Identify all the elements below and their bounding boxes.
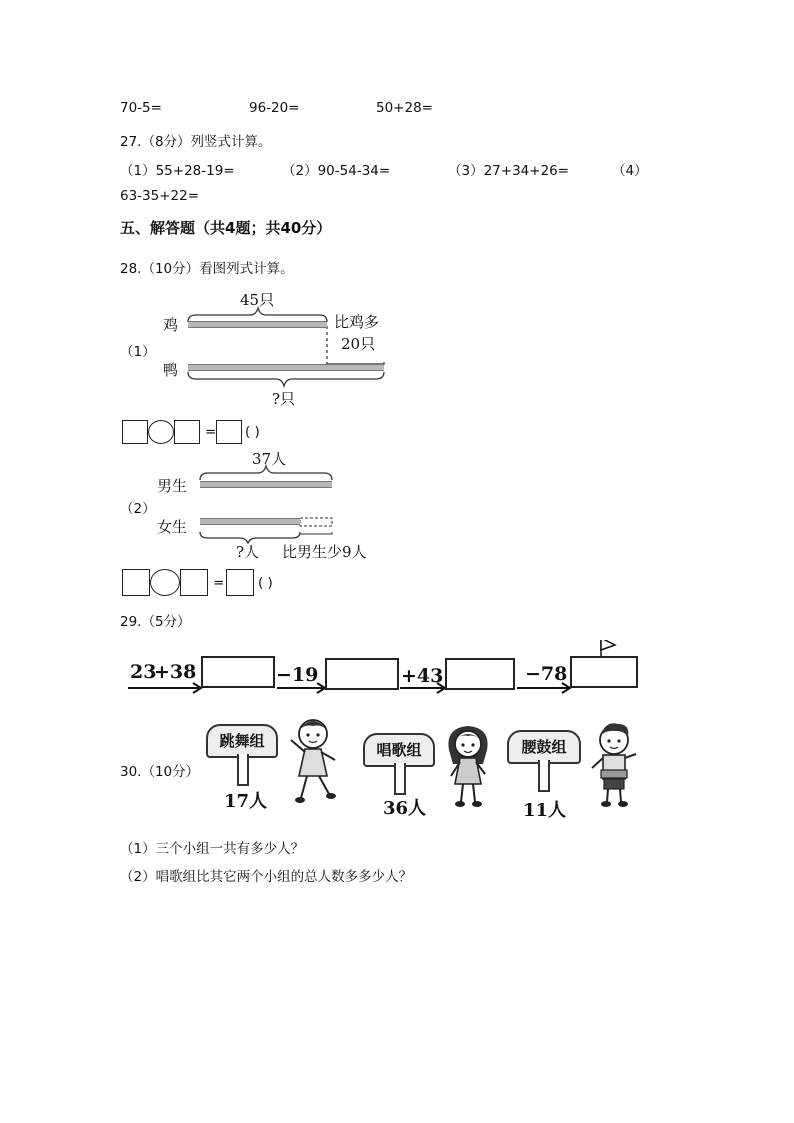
row-label: 女生: [157, 518, 188, 536]
chicken-bar: [188, 321, 327, 328]
total-label: 37人: [252, 450, 287, 468]
operation-label: +38: [154, 661, 197, 683]
answer-box[interactable]: [122, 569, 150, 596]
group-count: 17人: [224, 791, 268, 812]
row-label: 鸭: [163, 361, 179, 379]
q30-title: 30.（10分）: [120, 764, 200, 780]
answer-box[interactable]: [226, 569, 254, 596]
sign-post: [394, 763, 406, 795]
total-label: 45只: [240, 291, 275, 309]
answer-box[interactable]: [570, 656, 638, 688]
sign-post: [538, 760, 550, 792]
dancing-girl-icon: [287, 714, 339, 806]
boys-bar: [200, 481, 332, 488]
calc-item: 96-20=: [249, 100, 300, 116]
girls-bar: [200, 518, 300, 525]
bracket-lines: [196, 464, 341, 544]
calc-item: 70-5=: [120, 100, 162, 116]
q30-subquestion: （1）三个小组一共有多少人？: [120, 841, 305, 857]
group-sign: 跳舞组: [206, 724, 278, 758]
answer-box[interactable]: [216, 420, 242, 444]
unknown-label: ?人: [236, 543, 260, 561]
operation-label: −19: [276, 664, 319, 686]
diff-label: 20只: [341, 335, 376, 353]
q27-item-wrap: 63-35+22=: [120, 188, 200, 204]
duck-bar: [188, 364, 384, 371]
operation-label: +43: [401, 665, 444, 687]
equals-sign: =: [213, 575, 225, 591]
answer-box[interactable]: [174, 420, 200, 444]
calc-item: 50+28=: [376, 100, 433, 116]
part-label: （2）: [120, 501, 156, 517]
q27-item: （4）: [612, 163, 648, 179]
q27-title: 27.（8分）列竖式计算。: [120, 134, 272, 150]
q27-item: （2）90-54-34=: [282, 163, 391, 179]
operator-circle[interactable]: [150, 569, 180, 596]
singing-girl-icon: [441, 720, 495, 810]
q27-item: （1）55+28-19=: [120, 163, 235, 179]
q29-title: 29.（5分）: [120, 614, 191, 630]
drummer-boy-icon: [586, 718, 642, 810]
answer-box[interactable]: [201, 656, 275, 688]
group-count: 36人: [383, 798, 427, 819]
part-label: （1）: [120, 344, 156, 360]
q27-item: （3）27+34+26=: [448, 163, 570, 179]
group-sign: 唱歌组: [363, 733, 435, 767]
diff-label: 比男生少9人: [282, 543, 367, 561]
operation-label: −78: [525, 663, 568, 685]
answer-box[interactable]: [122, 420, 148, 444]
q28-title: 28.（10分）看图列式计算。: [120, 261, 294, 277]
diff-label: 比鸡多: [334, 313, 380, 331]
answer-box[interactable]: [445, 658, 515, 690]
unit-paren: ( ): [258, 575, 273, 591]
group-count: 11人: [523, 800, 567, 821]
section-title: 五、解答题（共4题；共40分）: [120, 219, 332, 237]
group-sign: 腰鼓组: [507, 730, 581, 764]
sign-post: [237, 754, 249, 786]
row-label: 鸡: [163, 316, 179, 334]
row-label: 男生: [157, 477, 188, 495]
q30-subquestion: （2）唱歌组比其它两个小组的总人数多多少人？: [120, 869, 413, 885]
operator-circle[interactable]: [148, 420, 174, 444]
answer-box[interactable]: [180, 569, 208, 596]
answer-box[interactable]: [325, 658, 399, 690]
unit-paren: ( ): [245, 424, 260, 440]
start-number: 23: [130, 661, 157, 683]
equals-sign: =: [205, 424, 217, 440]
unknown-label: ?只: [272, 390, 296, 408]
